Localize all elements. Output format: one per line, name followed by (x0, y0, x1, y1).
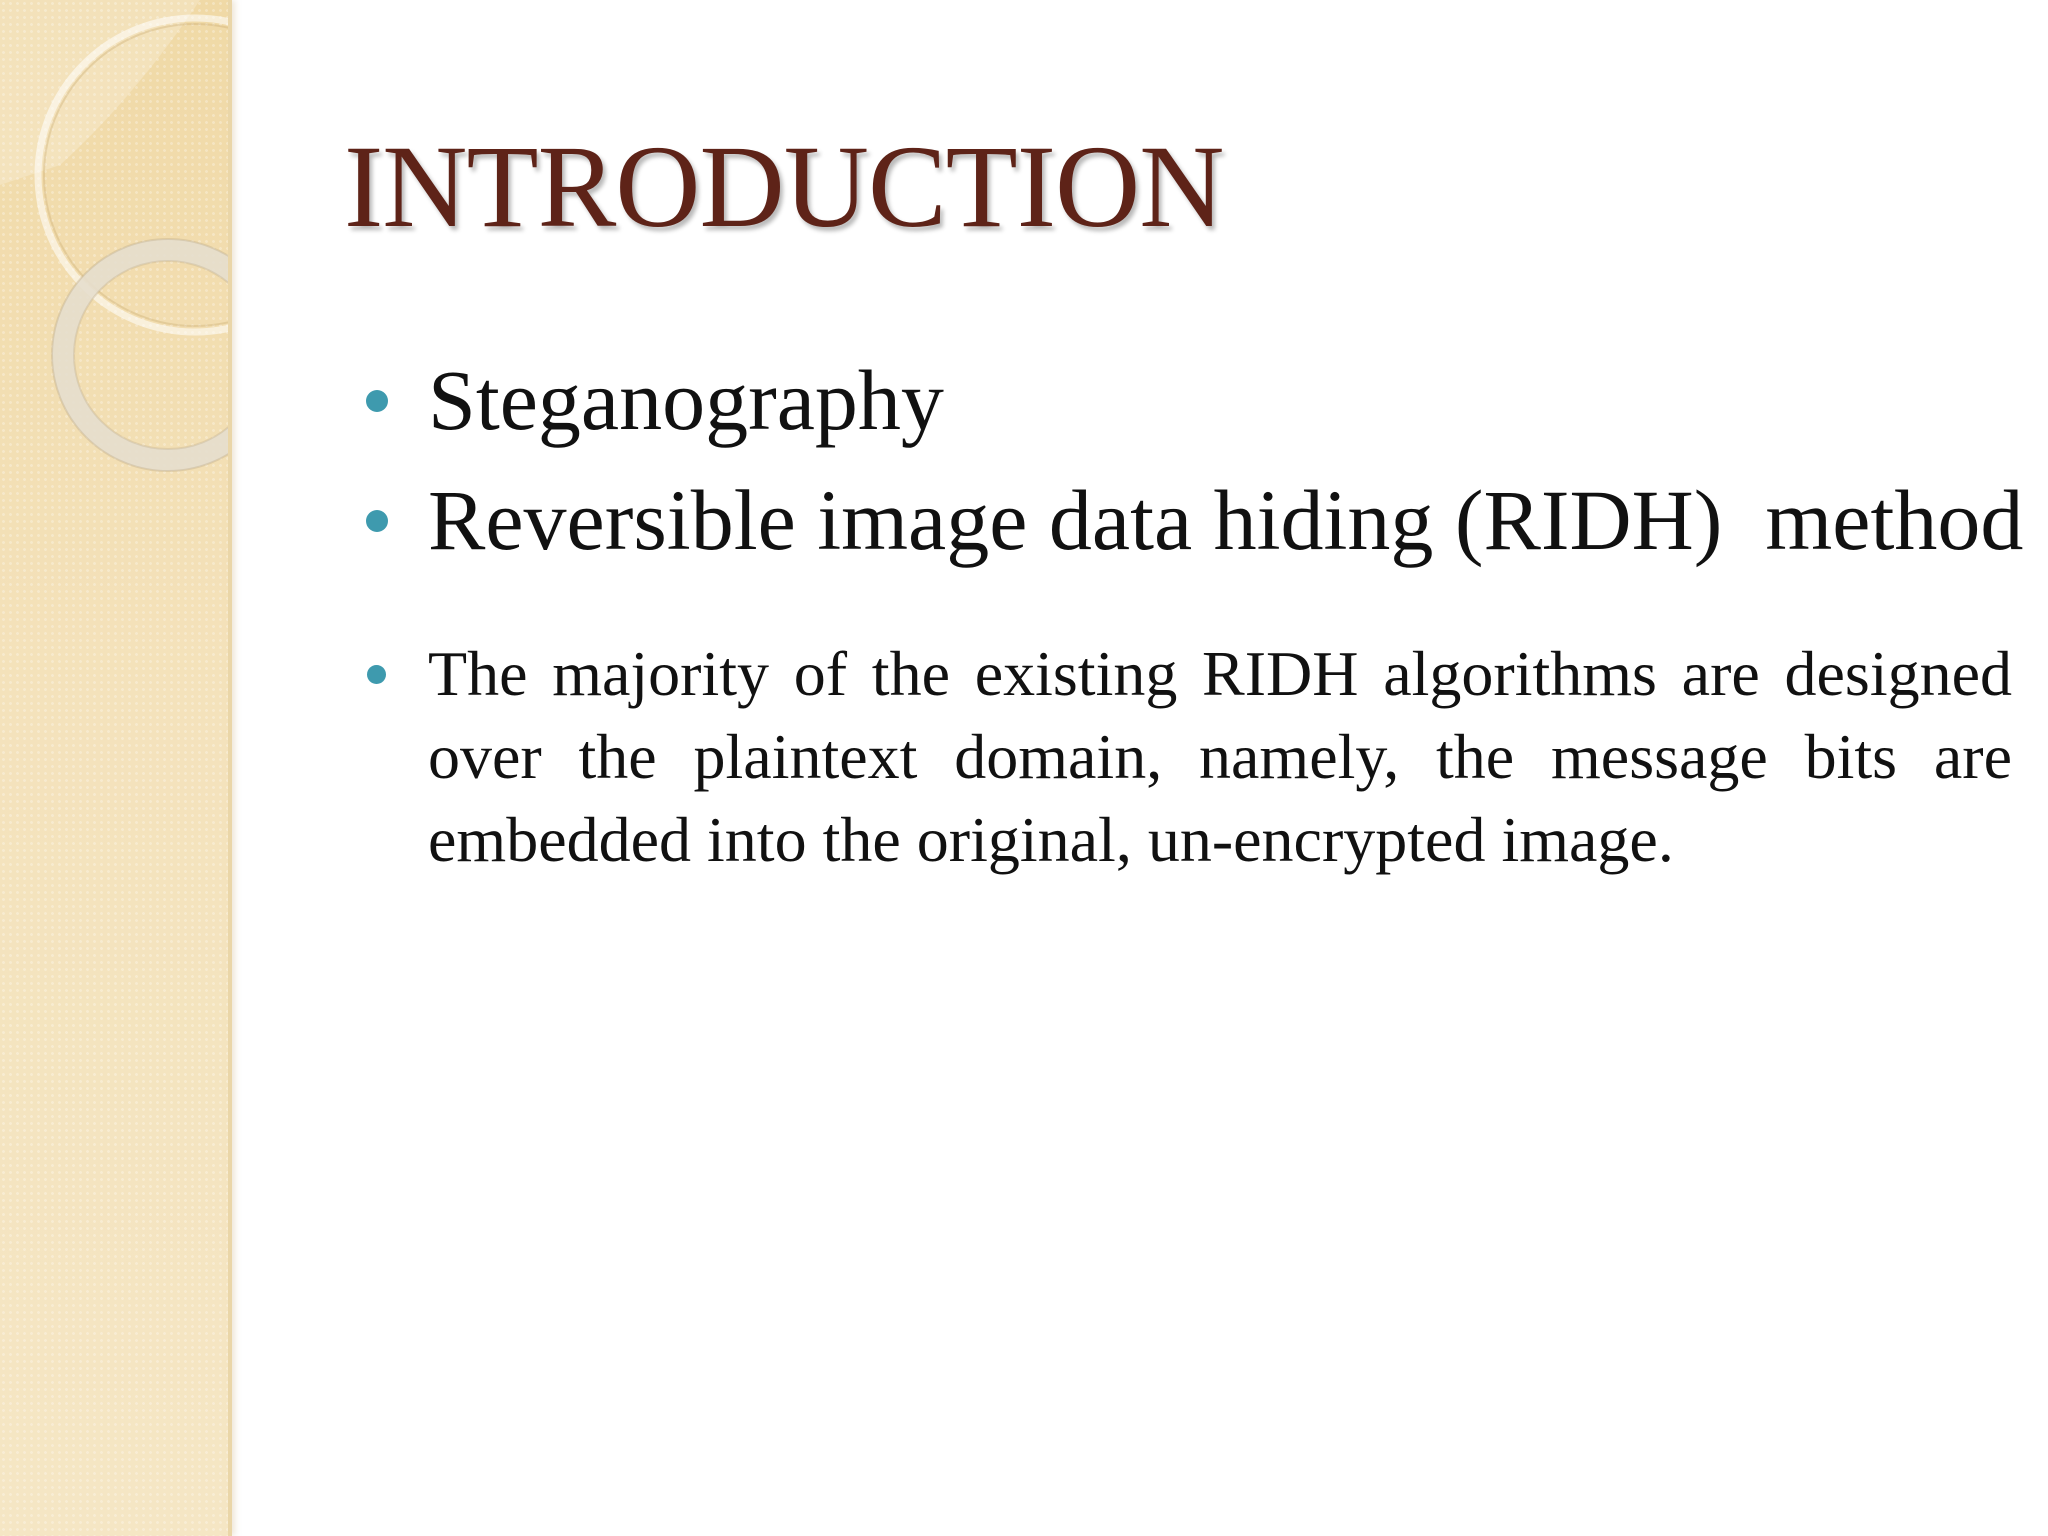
bullet-list (360, 340, 2024, 881)
decorative-side-panel (0, 0, 232, 1536)
slide-title: INTRODUCTION (344, 121, 1224, 252)
list-item (360, 460, 2024, 580)
bullet-icon (367, 665, 386, 684)
bullet-text: Steganography (428, 352, 944, 448)
list-item (360, 632, 2012, 881)
bullet-icon (366, 390, 388, 412)
list-item (360, 340, 1992, 460)
bullet-icon (366, 510, 388, 532)
bullet-text: The majority of the existing RIDH algorithms are designed over the plaintext domain, namely, the message bits are embedded into the original, un-encrypted image. (428, 638, 2012, 875)
bullet-text: Reversible image data hiding (RIDH) method (428, 472, 2024, 568)
decorative-rings-icon (0, 0, 228, 520)
